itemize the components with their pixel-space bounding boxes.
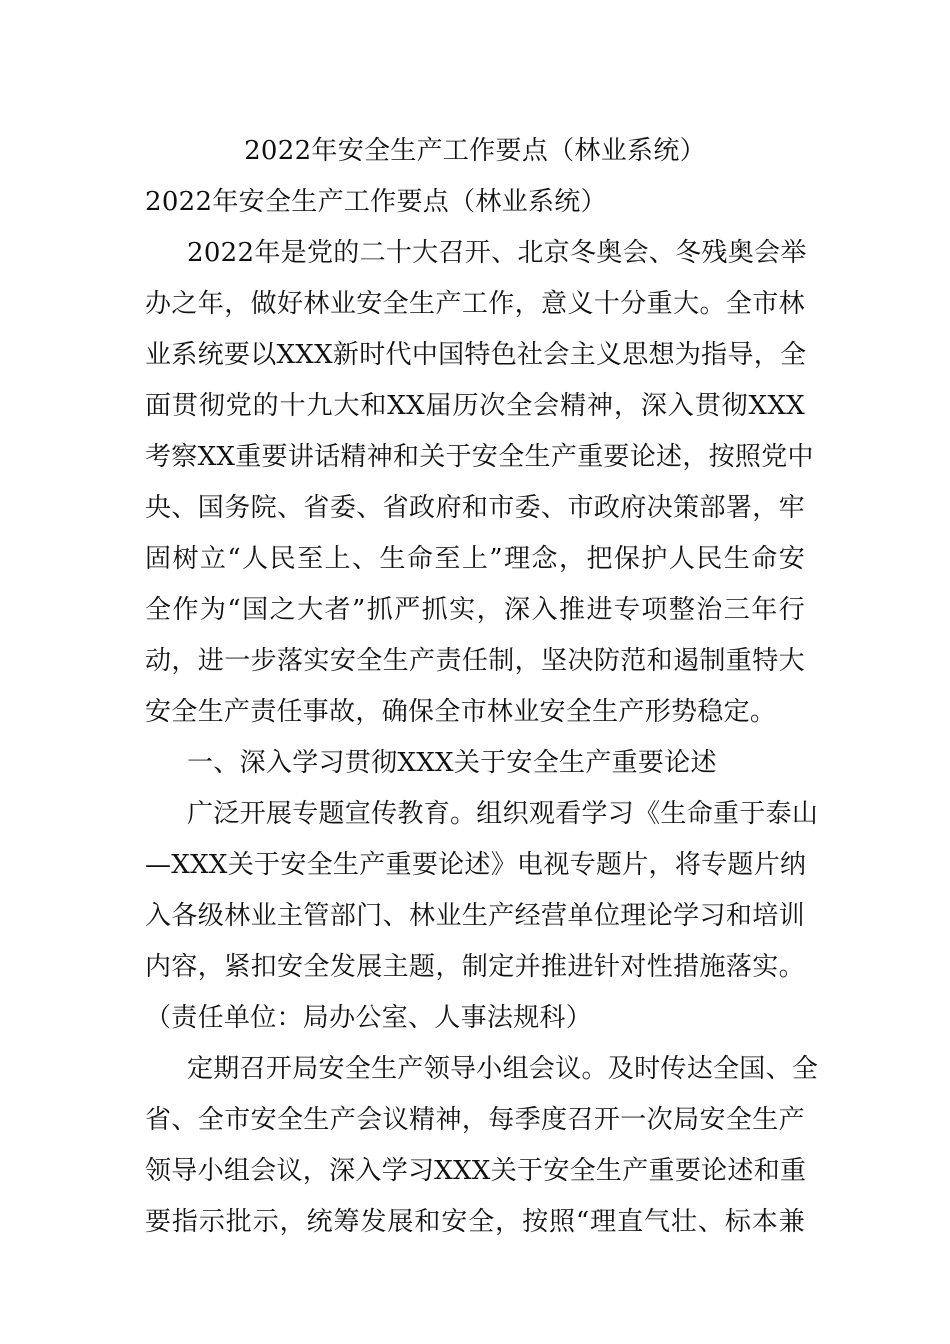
document-title: 2022年安全生产工作要点（林业系统） — [244, 136, 706, 166]
intro-line: 办之年，做好林业安全生产工作，意义十分重大。全市林 — [145, 289, 805, 319]
intro-line: 央、国务院、省委、省政府和市委、市政府决策部署，牢 — [145, 493, 805, 523]
section-heading: 一、深入学习贯彻XXX关于安全生产重要论述 — [187, 748, 717, 778]
paragraph-line: 内容，紧扣安全发展主题，制定并推进针对性措施落实。 — [145, 952, 805, 982]
intro-line: 全作为“国之大者”抓严抓实，深入推进专项整治三年行 — [145, 595, 805, 625]
document-subtitle: 2022年安全生产工作要点（林业系统） — [145, 187, 607, 217]
paragraph-line: 要指示批示，统筹发展和安全，按照“理直气壮、标本兼 — [145, 1207, 805, 1237]
intro-line: 面贯彻党的十九大和XX届历次全会精神，深入贯彻XXX — [145, 391, 805, 421]
intro-line: 业系统要以XXX新时代中国特色社会主义思想为指导，全 — [145, 340, 807, 370]
intro-line: 固树立“人民至上、生命至上”理念，把保护人民生命安 — [145, 544, 805, 574]
paragraph-line: 省、全市安全生产会议精神，每季度召开一次局安全生产 — [145, 1105, 805, 1135]
paragraph-line: 定期召开局安全生产领导小组会议。及时传达全国、全 — [187, 1054, 819, 1084]
intro-line: 安全生产责任事故，确保全市林业安全生产形势稳定。 — [145, 697, 777, 727]
intro-line: 2022年是党的二十大召开、北京冬奥会、冬残奥会举 — [187, 238, 807, 268]
paragraph-line: —XXX关于安全生产重要论述》电视专题片，将专题片纳 — [145, 850, 807, 880]
paragraph-line: 领导小组会议，深入学习XXX关于安全生产重要论述和重 — [145, 1156, 807, 1186]
intro-line: 动，进一步落实安全生产责任制，坚决防范和遏制重特大 — [145, 646, 805, 676]
document-body — [145, 126, 819, 1248]
paragraph-line: 入各级林业主管部门、林业生产经营单位理论学习和培训 — [145, 901, 805, 931]
paragraph-line: 广泛开展专题宣传教育。组织观看学习《生命重于泰山 — [187, 799, 819, 829]
paragraph-line: （责任单位：局办公室、人事法规科） — [145, 1003, 593, 1033]
intro-line: 考察XX重要讲话精神和关于安全生产重要论述，按照党中 — [145, 442, 814, 472]
